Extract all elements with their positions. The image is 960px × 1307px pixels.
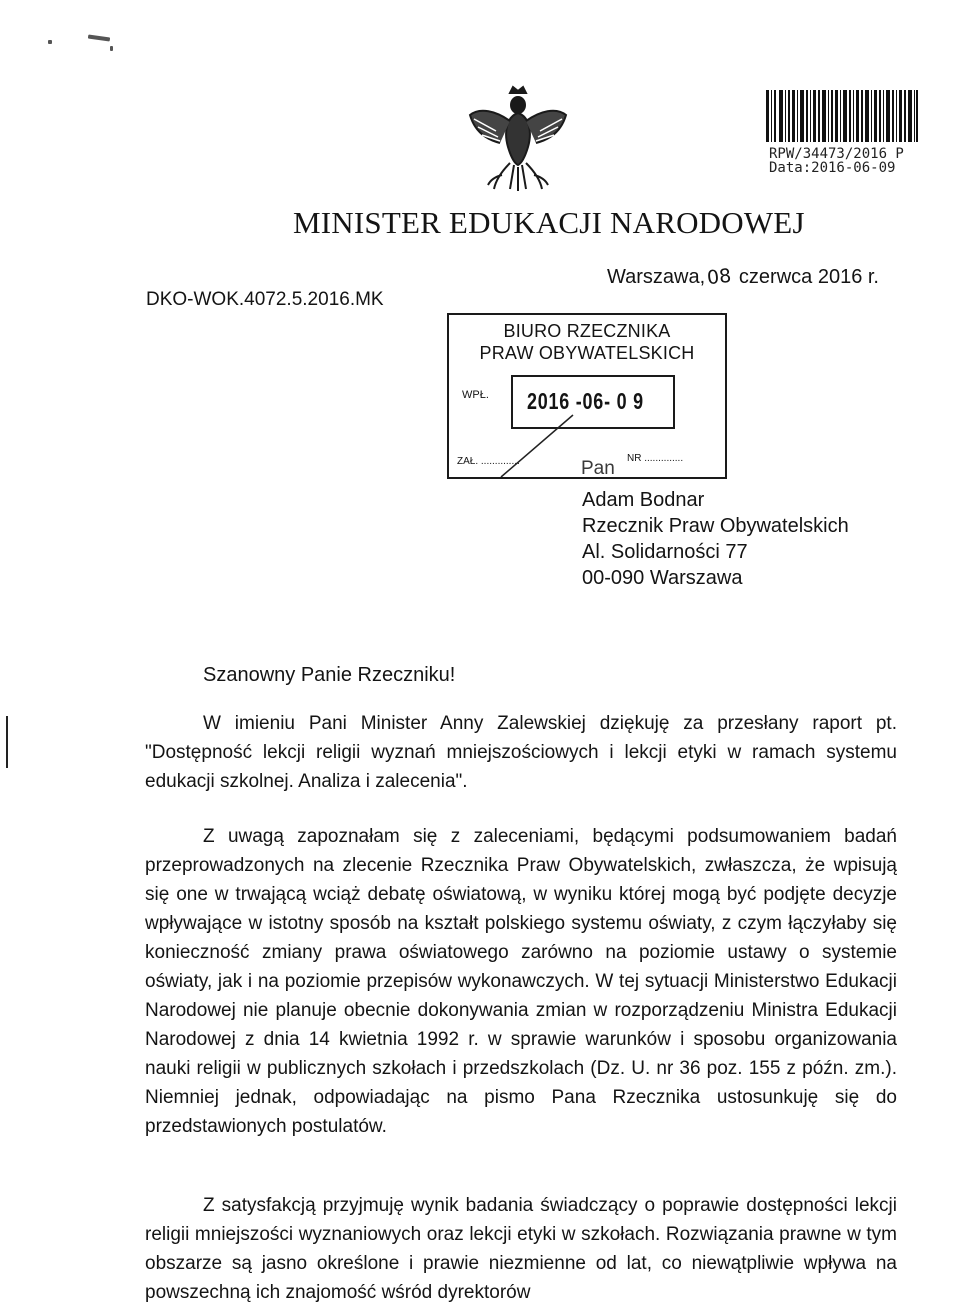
letter-paragraph-2: Z uwagą zapoznałam się z zaleceniami, będącymi podsumowaniem badań przeprowadzonych na zlecenie Rzecznika Praw Obywatelskich, zwłaszcza, że wpisują się one w trwającą wciąż debatę oświatową, w wyniku której mogą być podjęte decyzje wpływające w istotny sposób na kształt polskiego systemu oświaty, z czym łączyłaby się konieczność zmiany prawa oświatowego zarówno na poziomie ustawy o systemie oświaty, jak i na poziomie przepisów wykonawczych. W tej sytuacji Ministerstwo Edukacji Narodowej nie planuje obecnie dokonywania zmian w rozporządzeniu Ministra Edukacji Narodowej z dnia 14 kwietnia 1992 r. w sprawie warunków i sposobu organizowania nauki religii w publicznych szkołach i przedszkolach (Dz. U. nr 36 poz. 155 z późn. zm.). Niemniej jednak, odpowiadając na pismo Pana Rzecznika ustosunkuję się do przedstawionych postulatów.	[145, 826, 897, 1137]
reference-number: DKO-WOK.4072.5.2016.MK	[146, 289, 384, 310]
barcode-date: Data:2016-06-09	[769, 160, 896, 176]
addressee-name: Adam Bodnar	[582, 489, 705, 511]
addressee-city: 00-090 Warszawa	[582, 567, 743, 589]
scan-margin-bar	[6, 716, 8, 768]
stamp-number-label: NR ..............	[627, 453, 684, 464]
place-date	[607, 266, 879, 289]
handwritten-day: 08	[706, 264, 733, 290]
scan-speck	[48, 40, 52, 44]
barcode-id: RPW/34473/2016 P	[769, 146, 904, 162]
stamp-attachments-label: ZAŁ. ..............	[457, 456, 520, 467]
addressee-title: Rzecznik Praw Obywatelskich	[582, 515, 849, 537]
stamp-office-line1: BIURO RZECZNIKA	[503, 321, 671, 341]
stamp-received-date: 2016 -06- 0 9	[527, 388, 644, 414]
stamp-wpl-label: WPŁ.	[462, 389, 489, 401]
barcode	[766, 90, 918, 142]
scan-speck	[110, 46, 113, 51]
salutation: Szanowny Panie Rzeczniku!	[203, 664, 456, 686]
scan-speck	[88, 34, 110, 41]
month-year: czerwca 2016 r.	[738, 266, 879, 288]
addressee-street: Al. Solidarności 77	[582, 541, 748, 563]
ministry-name: MINISTER EDUKACJI NARODOWEJ	[293, 205, 805, 240]
polish-eagle-emblem	[466, 85, 570, 193]
place: Warszawa,	[607, 266, 706, 288]
letter-paragraph-3: Z satysfakcją przyjmuję wynik badania świadczący o poprawie dostępności lekcji religii mniejszości wyznaniowych oraz lekcji etyki w szkołach. Rozwiązania prawne w tym obszarze są jasno określone i prawie niezmienne od lat, co niewątpliwie wpływa na powszechną ich znajomość wśród dyrektorów	[145, 1195, 897, 1303]
addressee-salute-text: Pan	[581, 458, 615, 479]
stamp-office-line2: PRAW OBYWATELSKICH	[479, 343, 695, 363]
handwritten-slash	[497, 413, 577, 479]
letter-paragraph-1: W imieniu Pani Minister Anny Zalewskiej dziękuję za przesłany raport pt. "Dostępność lekcji religii wyznań mniejszościowych i lekcji etyki w ramach systemu edukacji szkolnej. Analiza i zalecenia".	[145, 713, 897, 792]
addressee-salute-word	[581, 458, 615, 481]
receipt-stamp	[447, 313, 727, 479]
